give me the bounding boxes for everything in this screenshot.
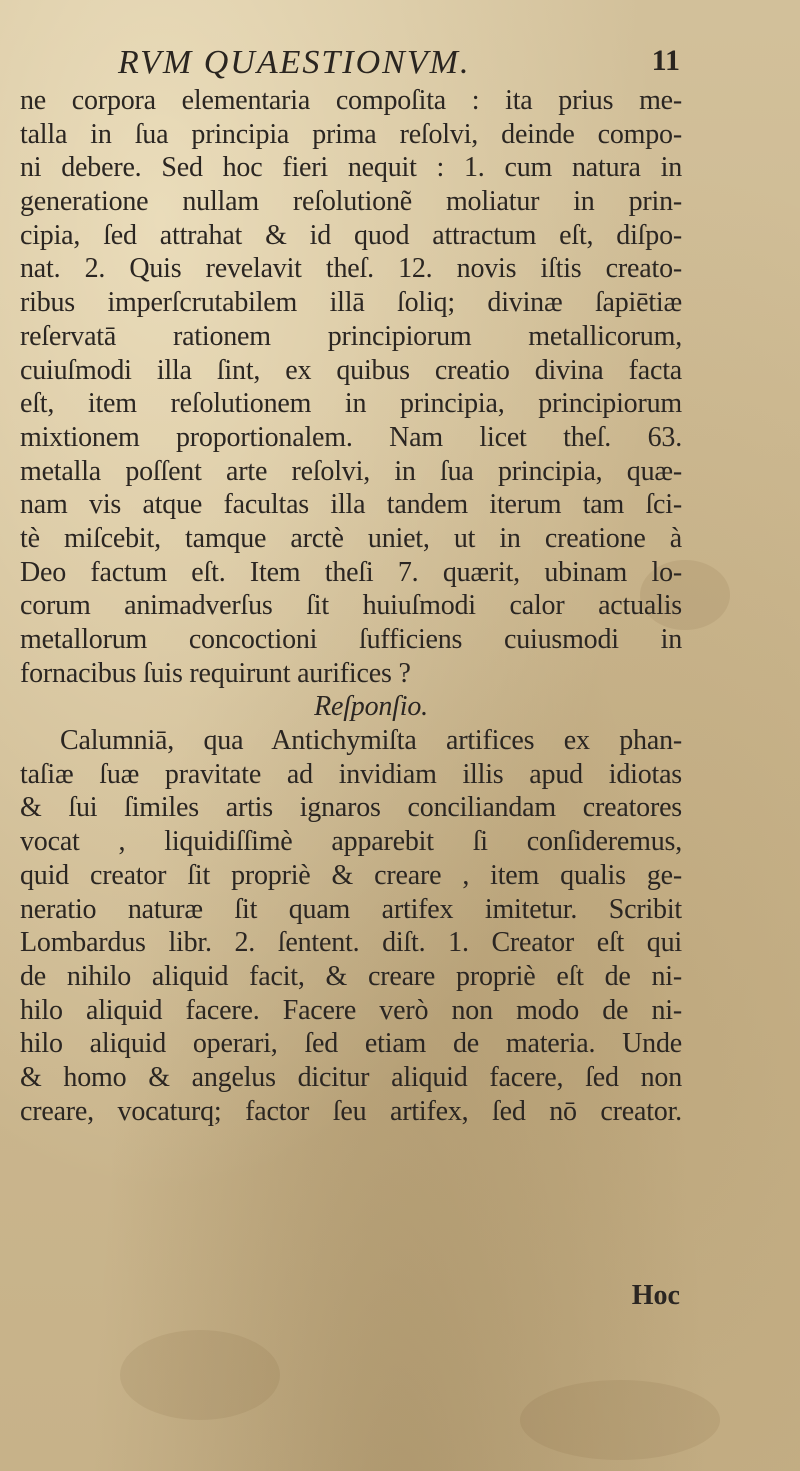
text-line: cipia, ſed attrahat & id quod attractum eſt, diſpo- — [20, 219, 682, 251]
text-line: fornacibus ſuis requirunt aurifices ? — [20, 657, 411, 689]
text-line: quid creator ſit propriè & creare , item qualis ge- — [20, 859, 682, 891]
text-line: mixtionem proportionalem. Nam licet theſ. 63. — [20, 421, 682, 453]
text-line: nat. 2. Quis revelavit theſ. 12. novis iſtis creato- — [20, 253, 682, 285]
page-number: 11 — [651, 44, 680, 77]
catchword: Hoc — [631, 1280, 680, 1311]
text-line: ne corpora elementaria compoſita : ita prius me- — [20, 85, 682, 116]
text-line: hilo aliquid facere. Facere verò non modo de ni- — [20, 994, 682, 1026]
text-line: metalla poſſent arte reſolvi, in ſua principia, quæ- — [20, 455, 682, 487]
running-head: RVM QUAESTIONVM. — [118, 44, 471, 81]
text-line: nam vis atque facultas illa tandem iterum tam ſci- — [20, 489, 682, 521]
page-header — [118, 44, 678, 84]
text-line: generatione nullam reſolutionẽ moliatur in prin- — [20, 186, 682, 218]
text-line: & homo & angelus dicitur aliquid facere, ſed non — [20, 1061, 682, 1093]
text-line: ni debere. Sed hoc fieri nequit : 1. cum natura in — [20, 152, 682, 184]
text-line: reſervatā rationem principiorum metallicorum, — [20, 320, 682, 352]
text-line: eſt, item reſolutionem in principia, principiorum — [20, 388, 682, 420]
text-line: ribus imperſcrutabilem illā ſoliq; divinæ ſapiētiæ — [20, 287, 682, 319]
text-line: Deo factum eſt. Item theſi 7. quærit, ubinam lo- — [20, 556, 682, 588]
text-line: taſiæ ſuæ pravitate ad invidiam illis apud idiotas — [20, 758, 682, 790]
section-heading: Reſponſio. — [314, 691, 428, 723]
text-line: cuiuſmodi illa ſint, ex quibus creatio divina facta — [20, 354, 682, 386]
body-text — [20, 84, 682, 1128]
text-line: de nihilo aliquid facit, & creare propriè eſt de ni- — [20, 960, 682, 992]
text-line: metallorum concoctioni ſufficiens cuiusmodi in — [20, 624, 682, 655]
text-line: vocat , liquidiſſimè apparebit ſi conſideremus, — [20, 826, 682, 858]
text-line: hilo aliquid operari, ſed etiam de materia. Unde — [20, 1028, 682, 1060]
text-line: & ſui ſimiles artis ignaros conciliandam creatores — [20, 792, 682, 824]
text-line: neratio naturæ ſit quam artifex imitetur. Scribit — [20, 893, 682, 925]
text-line: talla in ſua principia prima reſolvi, deinde compo- — [20, 118, 682, 150]
text-line: corum animadverſus ſit huiuſmodi calor actualis — [20, 590, 682, 622]
paper-stain — [120, 1330, 280, 1420]
text-line: creare, vocaturq; factor ſeu artifex, ſed nō creator. — [20, 1095, 682, 1127]
paper-stain — [520, 1380, 720, 1460]
text-line: Lombardus libr. 2. ſentent. diſt. 1. Creator eſt qui — [20, 927, 682, 959]
text-line: tè miſcebit, tamque arctè uniet, ut in creatione à — [20, 522, 682, 554]
text-line: Calumniā, qua Antichymiſta artifices ex phan- — [60, 725, 682, 757]
